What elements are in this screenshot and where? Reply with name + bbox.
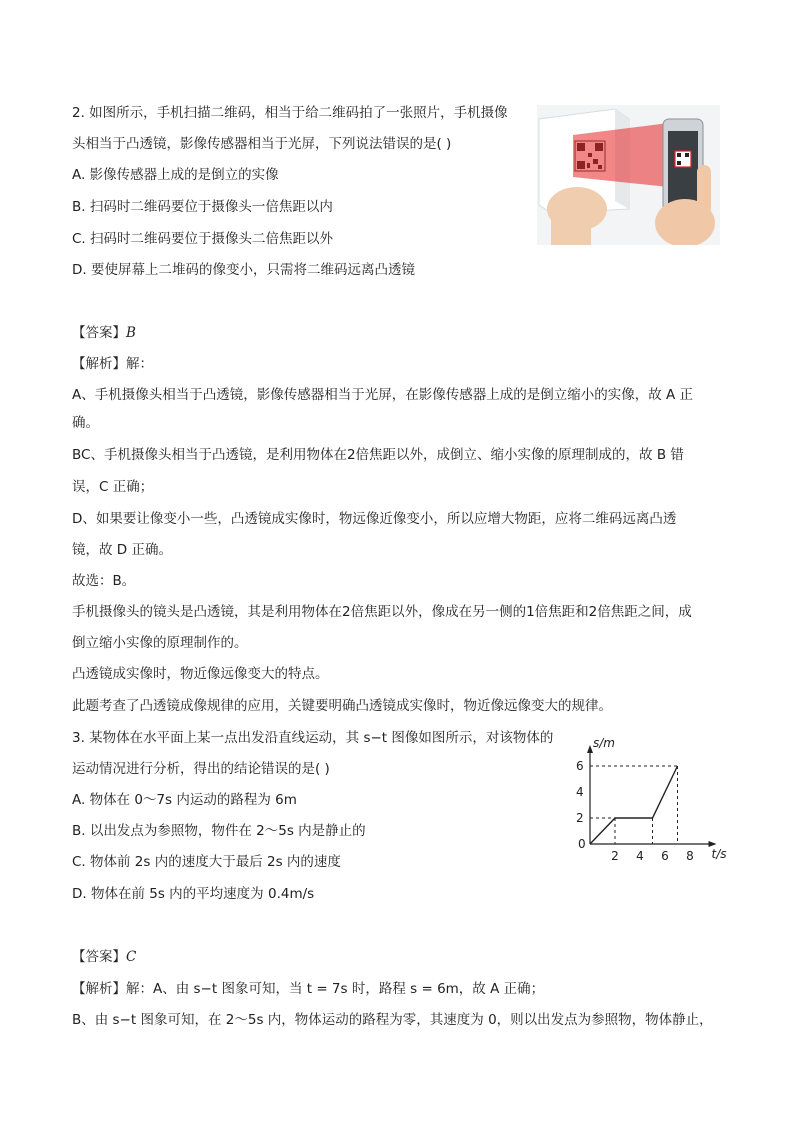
q2-analysis-line-7: 故选：B。 [72,573,136,589]
q2-answer-value: B [126,325,136,341]
y-tick-label: 4 [576,785,584,799]
q3-option-a: A. 物体在 0～7s 内运动的路程为 6m [72,792,297,808]
q3-option-c: C. 物体前 2s 内的速度大于最后 2s 内的速度 [72,854,341,870]
q2-analysis-line-11: 此题考查了凸透镜成像规律的应用，关键要明确凸透镜成实像时，物近像远像变大的规律。 [72,698,612,714]
q2-option-b: B. 扫码时二维码要位于摄像头一倍焦距以内 [72,199,333,215]
q2-stem-line1: 2. 如图所示，手机扫描二维码，相当于给二维码拍了一张照片，手机摄像 [72,105,508,121]
q3-analysis-line-2: B、由 s−t 图象可知，在 2～5s 内，物体运动的路程为零，其速度为 0，则以出发点为参照物，物体静止， [72,1012,713,1028]
q3-stem-line2: 运动情况进行分析，得出的结论错误的是( ) [72,761,330,777]
q3-answer [72,948,136,966]
q2-answer [72,324,136,342]
y-tick-label: 2 [576,811,584,825]
origin-label: 0 [578,837,586,851]
q2-analysis-heading [72,355,153,373]
q2-analysis-line-4: 误，C 正确； [72,479,154,495]
q3-analysis-line-1 [72,980,544,998]
q2-analysis-line-2: 确。 [72,415,99,431]
q3-analysis-text-1: 解：A、由 s−t 图象可知，当 t = 7s 时，路程 s = 6m，故 A 正确； [126,981,545,997]
q2-answer-label: 【答案】 [72,325,126,341]
y-axis-label: s/m [593,736,615,750]
q2-analysis-line-9: 倒立缩小实像的原理制作的。 [72,635,248,651]
s-t-graph [568,724,728,864]
q2-analysis-line-6: 镜，故 D 正确。 [72,542,172,558]
x-tick-label: 8 [686,849,694,863]
x-tick-label: 2 [611,849,619,863]
qr-scan-photo [537,105,720,245]
q2-analysis-intro: 解： [126,356,153,372]
q2-stem-line2: 头相当于凸透镜，影像传感器相当于光屏，下列说法错误的是( ) [72,136,452,152]
q2-option-d: D. 要使屏幕上二堆码的像变小，只需将二维码远离凸透镜 [72,262,415,278]
q2-analysis-line-5: D、如果要让像变小一些，凸透镜成实像时，物远像近像变小，所以应增大物距，应将二维码远离凸透 [72,511,677,527]
q3-stem-line1: 3. 某物体在水平面上某一点出发沿直线运动，其 s−t 图像如图所示，对该物体的 [72,730,554,746]
q3-answer-value: C [126,949,137,965]
q3-option-b: B. 以出发点为参照物，物件在 2～5s 内是静止的 [72,823,366,839]
q2-analysis-label: 【解析】 [72,356,126,372]
q2-analysis-line-10: 凸透镜成实像时，物近像远像变大的特点。 [72,666,329,682]
x-tick-label: 6 [661,849,669,863]
q2-analysis-line-3: BC、手机摄像头相当于凸透镜，是利用物体在2倍焦距以外，成倒立、缩小实像的原理制成的，故 B 错 [72,447,684,463]
q2-option-a: A. 影像传感器上成的是倒立的实像 [72,167,279,183]
q3-option-d: D. 物体在前 5s 内的平均速度为 0.4m/s [72,886,315,902]
q2-analysis-line-1: A、手机摄像头相当于凸透镜，影像传感器相当于光屏，在影像传感器上成的是倒立缩小的实像，故 A 正 [72,387,694,403]
q2-analysis-line-8: 手机摄像头的镜头是凸透镜，其是利用物体在2倍焦距以外，像成在另一侧的1倍焦距和2倍焦距之间，成 [72,604,692,620]
y-tick-label: 6 [576,759,584,773]
q3-analysis-label: 【解析】 [72,981,126,997]
x-axis-label: t/s [711,847,727,861]
q3-answer-label: 【答案】 [72,949,126,965]
x-tick-label: 4 [636,849,644,863]
q2-option-c: C. 扫码时二维码要位于摄像头二倍焦距以外 [72,231,334,247]
st-series-line [590,766,678,844]
